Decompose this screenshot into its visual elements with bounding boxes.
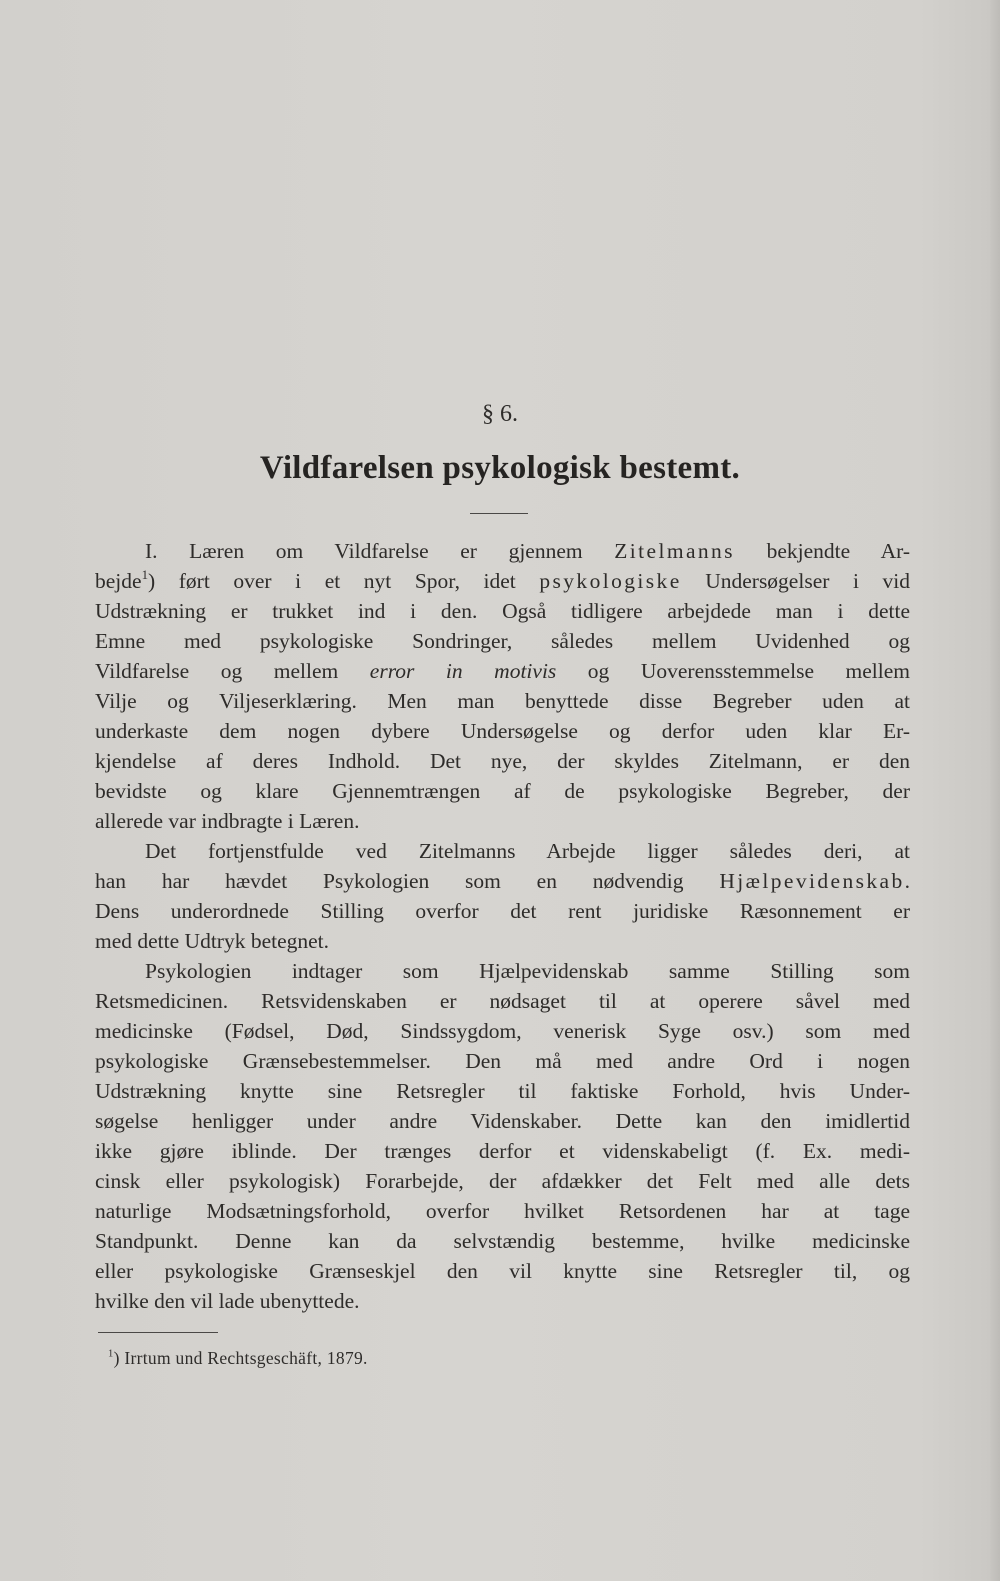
text-line: Udstrækning er trukket ind i den. Også tidligere arbejdede man i dette [95, 599, 910, 623]
text-line: Det fortjenstfulde ved Zitelmanns Arbejde ligger således deri, at [145, 839, 910, 863]
text-line: naturlige Modsætningsforhold, overfor hvilket Retsordenen har at tage [95, 1199, 910, 1223]
text-fragment: Vildfarelse og mellem [95, 659, 370, 683]
text-fragment: bekjendte Ar- [734, 539, 910, 563]
text-fragment: bejde [95, 569, 142, 593]
text-fragment: . [904, 869, 910, 893]
section-number: § 6. [482, 401, 518, 427]
text-fragment: ) ført over i et nyt Spor, idet [148, 569, 540, 593]
spaced-name: Zitelmanns [614, 539, 735, 563]
text-line: Psykologien indtager som Hjælpevidenskab samme Stilling som [145, 959, 910, 983]
text-line: Emne med psykologiske Sondringer, således mellem Uvidenhed og [95, 629, 910, 653]
footnote [108, 1345, 368, 1371]
text-line [95, 656, 910, 686]
text-line: Retsmedicinen. Retsvidenskaben er nødsaget til at operere såvel med [95, 989, 910, 1013]
footnote-reference: 1 [141, 567, 149, 582]
text-line [95, 536, 910, 566]
text-line: eller psykologiske Grænseskjel den vil knytte sine Retsregler til, og [95, 1259, 910, 1283]
spaced-term: psykologiske [539, 569, 682, 593]
footnote-divider [98, 1332, 218, 1333]
text-line: allerede var indbragte i Læren. [95, 809, 360, 833]
text-line: ikke gjøre iblinde. Der trænges derfor et videnskabeligt (f. Ex. medi- [95, 1139, 910, 1163]
text-line: med dette Udtryk betegnet. [95, 929, 330, 953]
chapter-title: Vildfarelsen psykologisk bestemt. [259, 450, 741, 486]
text-line: Dens underordnede Stilling overfor det rent juridiske Ræsonnement er [95, 899, 910, 923]
text-line: kjendelse af deres Indhold. Det nye, der skyldes Zitelmann, er den [95, 749, 910, 773]
text-line: Standpunkt. Denne kan da selvstændig bestemme, hvilke medicinske [95, 1229, 910, 1253]
text-line: bevidste og klare Gjennemtrængen af de psykologiske Begreber, der [95, 779, 910, 803]
text-line: medicinske (Fødsel, Død, Sindssygdom, venerisk Syge osv.) som med [95, 1019, 910, 1043]
footnote-text: ) Irrtum und Rechtsgeschäft, 1879. [113, 1348, 368, 1368]
page-edge-shadow [990, 0, 1000, 1581]
italic-term: error in motivis [369, 659, 557, 683]
text-line [95, 866, 910, 896]
text-fragment: og Uoverensstemmelse mellem [556, 659, 910, 683]
spaced-term: Hjælpevidenskab [719, 869, 905, 893]
text-fragment: han har hævdet Psykologien som en nødvendig [95, 869, 720, 893]
text-line: Udstrækning knytte sine Retsregler til faktiske Forhold, hvis Under- [95, 1079, 910, 1103]
text-line: cinsk eller psykologisk) Forarbejde, der afdækker det Felt med alle dets [95, 1169, 910, 1193]
text-line [95, 566, 910, 596]
text-line: psykologiske Grænsebestemmelser. Den må med andre Ord i nogen [95, 1049, 910, 1073]
text-line: søgelse henligger under andre Videnskaber. Dette kan den imidlertid [95, 1109, 910, 1133]
text-line: hvilke den vil lade ubenyttede. [95, 1289, 360, 1313]
text-line: Vilje og Viljeserklæring. Men man benyttede disse Begreber uden at [95, 689, 910, 713]
text-fragment: Undersøgelser i vid [681, 569, 910, 593]
title-divider [470, 513, 528, 514]
footnote-marker: 1 [108, 1348, 114, 1360]
text-line: underkaste dem nogen dybere Undersøgelse og derfor uden klar Er- [95, 719, 910, 743]
text-fragment: I. Læren om Vildfarelse er gjennem [145, 539, 615, 563]
